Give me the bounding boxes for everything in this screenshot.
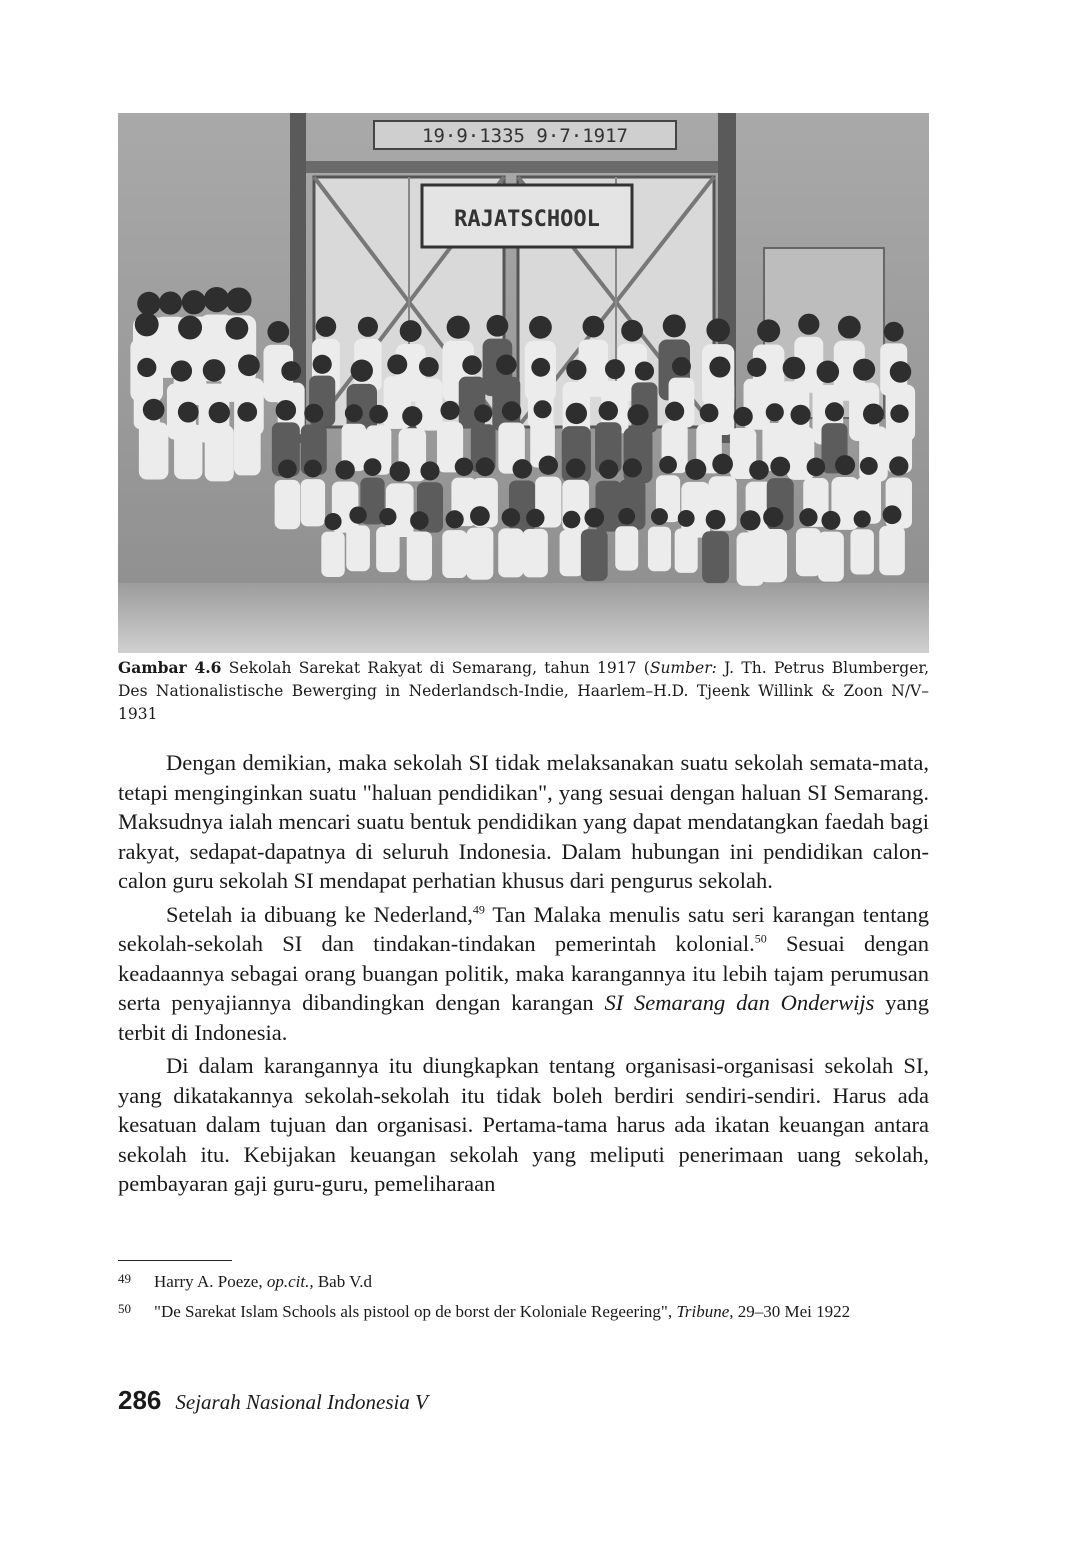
person-head [621, 320, 643, 342]
paragraph-1: Dengan demikian, maka sekolah SI tidak melaksanakan suatu sekolah semata-mata, tetapi menginginkan suatu "haluan pendidikan", yang sesuai dengan haluan SI Semarang. Maksudnya ialah mencari suatu bentuk pendidikan yang dapat mendatangkan faedah bagi rakyat, sedapat-dapatnya di seluruh Indonesia. Dalam hubungan ini pendidikan calon-calon guru sekolah SI mendapat perhatian khusus dari pengurus sekolah. [118, 750, 929, 893]
person-head [447, 316, 470, 339]
person-head [566, 403, 587, 424]
person-head [440, 401, 459, 420]
person-head [709, 356, 730, 377]
person-head [685, 459, 706, 480]
person-head [402, 406, 422, 426]
person-head [763, 507, 783, 527]
person-head [672, 357, 691, 376]
person-head [226, 317, 249, 340]
person-head [821, 511, 840, 530]
person-head [817, 360, 840, 383]
person-head [584, 508, 604, 528]
person-body [275, 480, 301, 529]
person-body [376, 527, 399, 572]
person-head [316, 316, 336, 336]
paragraph-2: Setelah ia dibuang ke Nederland,$^{49}$ Tan Malaka menulis satu seri karangan tentang sekolah-sekolah SI dan tindakan-tindakan pemerintah kolonial.$^{50}$ Sesuai dengan keadaannya sebagai orang buangan politik, maka karangannya itu lebih tajam perumusan serta penyajiannya dibandingkan dengan karangan SI Semarang dan Onderwijs yang terbit di Indonesia. [118, 901, 930, 1045]
person-head [137, 358, 156, 377]
person-head [420, 461, 439, 480]
group-photo-illustration [118, 113, 929, 653]
caption-source: J. Th. Petrus Blumberger, Des Nationalistische Bewerging in Nederlandsch-Indie, Haarlem–H.D. Tjeenk Willink & Zoon N/V–1931 [118, 659, 930, 723]
person-body [442, 530, 467, 578]
footnote-49 [118, 1270, 929, 1294]
person-head [171, 360, 192, 381]
person-head [860, 457, 878, 475]
person-head [349, 506, 366, 523]
person-head [712, 454, 733, 475]
person-head [663, 314, 686, 337]
person-body [702, 531, 729, 583]
person-head [238, 354, 260, 376]
person-head [706, 510, 726, 530]
person-head [678, 510, 695, 527]
person-body [174, 424, 202, 479]
person-head [665, 402, 684, 421]
person-head [313, 355, 332, 374]
main-text [118, 748, 929, 1203]
person-head [410, 511, 429, 530]
person-head [203, 359, 226, 382]
person-head [135, 312, 159, 336]
person-body [301, 479, 325, 526]
caption-source-label: Sumber: [649, 659, 717, 677]
person-head [635, 361, 654, 380]
person-head [599, 401, 618, 420]
person-body [850, 529, 873, 574]
person-head [529, 316, 552, 339]
person-body [796, 528, 821, 576]
person-head [267, 321, 289, 343]
person-head [659, 456, 677, 474]
person-body [818, 532, 844, 582]
person-body [581, 529, 608, 581]
footnote-number: 50 [118, 1301, 131, 1316]
person-head [835, 455, 855, 475]
person-head [379, 508, 396, 525]
page-footer [118, 1385, 428, 1416]
person-head [502, 508, 521, 527]
person-head [706, 318, 730, 342]
person-head [566, 458, 586, 478]
person-body [759, 529, 787, 582]
person-head [400, 320, 422, 342]
person-head [783, 357, 806, 380]
person-head [281, 361, 301, 381]
person-head [487, 315, 509, 337]
person-head [178, 402, 199, 423]
footnote-divider [118, 1260, 232, 1261]
person-head [143, 399, 165, 421]
paragraph-3: Di dalam karangannya itu diungkapkan tentang organisasi-organisasi sekolah SI, yang dikatakannya sekolah-sekolah itu tidak boleh berdiri sendiri-sendiri. Harus ada kesatuan dalam tujuan dan organisasi. Pertama-tama harus ada ikatan keuangan antara sekolah itu. Kebijakan keuangan sekolah yang meliputi penerimaan uang sekolah, pembayaran gaji guru-guru, pemeliharaan [118, 1053, 929, 1196]
person-head [534, 400, 552, 418]
footnote-text: Harry A. Poeze, op.cit., Bab V.d [154, 1272, 372, 1291]
person-head [476, 457, 495, 476]
person-head [627, 404, 648, 425]
person-body [346, 525, 370, 571]
person-head [563, 511, 581, 529]
person-head [304, 404, 323, 423]
person-body [321, 532, 344, 577]
footnote-ref-50[interactable]: 50 [754, 931, 767, 946]
person-head [462, 355, 481, 374]
caption-text: Sekolah Sarekat Rakyat di Semarang, tahun 1917 ( [221, 659, 650, 677]
person-head [605, 359, 625, 379]
page-number: 286 [118, 1385, 162, 1415]
person-head [854, 510, 871, 527]
person-body [234, 424, 261, 476]
person-head [623, 458, 642, 477]
person-body [675, 528, 698, 573]
person-head [747, 358, 766, 377]
person-head [470, 506, 490, 526]
person-head [733, 407, 752, 426]
person-head [740, 510, 760, 530]
sign-dates: 19·9·1335 9·7·1917 [422, 125, 628, 147]
running-title: Sejarah Nasional Indonesia V [175, 1390, 428, 1414]
person-head [583, 316, 605, 338]
person-head [863, 403, 884, 424]
person-body [648, 527, 671, 572]
person-head [618, 508, 635, 525]
person-head [502, 401, 521, 420]
person-head [799, 508, 817, 526]
person-head [446, 510, 464, 528]
person-head [883, 505, 902, 524]
person-head [335, 460, 354, 479]
person-body [139, 422, 169, 479]
person-head [770, 457, 790, 477]
person-head [178, 316, 202, 340]
footnote-50 [118, 1300, 929, 1324]
person-head [798, 314, 819, 335]
work-title: SI Semarang dan Onderwijs [604, 990, 875, 1015]
person-head [599, 460, 618, 479]
group-photo-rajatschool-1917 [118, 113, 929, 653]
person-head [496, 354, 516, 374]
person-head [825, 402, 844, 421]
person-body [466, 528, 493, 580]
person-body [498, 528, 523, 577]
person-head [766, 403, 784, 421]
person-head [304, 460, 322, 478]
person-body [615, 526, 638, 570]
person-head [526, 509, 544, 527]
person-head [890, 405, 908, 423]
person-head [474, 404, 492, 422]
person-head [364, 458, 382, 476]
person-head [807, 458, 826, 477]
person-head [791, 405, 811, 425]
person-head [884, 322, 904, 342]
person-head [387, 354, 407, 374]
person-head [749, 460, 769, 480]
person-head [539, 456, 558, 475]
person-head [369, 405, 388, 424]
person-head [276, 400, 297, 421]
person-head [853, 359, 875, 381]
person-head [345, 404, 363, 422]
footnotes [118, 1270, 929, 1330]
person-head [455, 458, 473, 476]
figure-caption [118, 656, 929, 726]
person-body [407, 531, 432, 580]
person-head [324, 513, 341, 530]
footnote-ref-49[interactable]: 49 [472, 902, 485, 916]
person-head [278, 460, 297, 479]
caption-label: Gambar 4.6 [118, 658, 222, 677]
person-head [651, 508, 668, 525]
person-head [700, 404, 719, 423]
person-body [205, 425, 234, 481]
person-body [879, 526, 905, 575]
person-head [159, 291, 182, 314]
person-head [209, 402, 230, 423]
person-head [182, 290, 206, 314]
person-head [889, 456, 908, 475]
person-head [531, 358, 550, 377]
person-body [560, 530, 584, 576]
person-head [358, 317, 378, 337]
footnote-number: 49 [118, 1271, 131, 1286]
person-head [890, 361, 911, 382]
person-head [137, 292, 160, 315]
person-head [237, 402, 257, 422]
person-head [351, 359, 373, 381]
person-head [838, 316, 861, 339]
person-head [757, 319, 780, 342]
person-head [513, 459, 533, 479]
person-body [523, 529, 548, 578]
person-head [204, 287, 229, 312]
person-head [566, 360, 586, 380]
footnote-text: "De Sarekat Islam Schools als pistool op de borst der Koloniale Regeering", Tribune, 29–30 Mei 1922 [154, 1302, 851, 1321]
sign-school-name: RAJATSCHOOL [454, 207, 600, 232]
person-head [419, 357, 439, 377]
person-head [226, 287, 252, 313]
person-head [390, 461, 410, 481]
